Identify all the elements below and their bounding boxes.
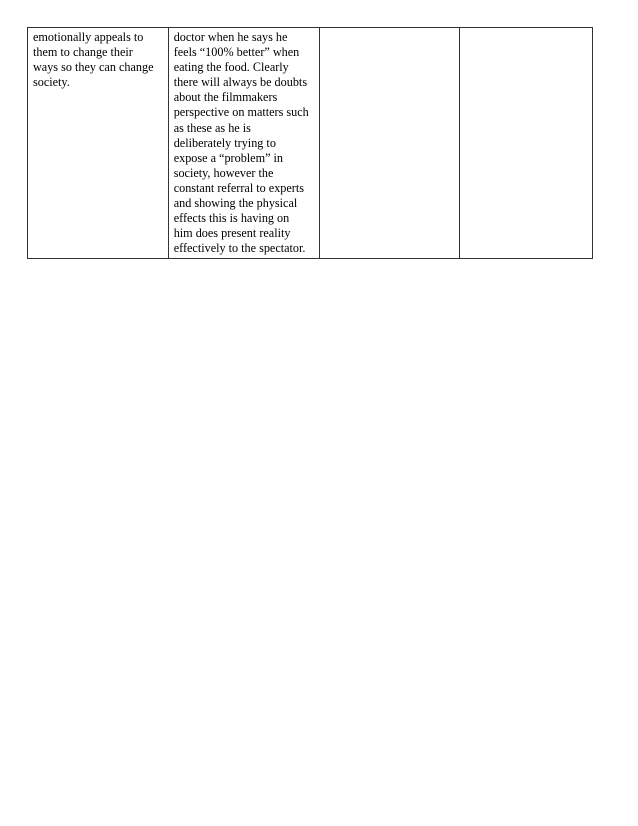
cell-2-text: doctor when he says he feels “100% better” when eating the food. Clearly there will always be doubts about the filmmakers perspective on matters such as these as he is deliberately trying to expose a “problem” in society, however the constant referral to experts and showing the physical effects this is having on him does present reality effectively to the spectator. (173, 30, 309, 256)
table-row (28, 28, 593, 259)
table-cell-1 (28, 28, 169, 259)
table-cell-2 (168, 28, 319, 259)
table-cell-3 (320, 28, 460, 259)
cell-1-text: emotionally appeals to them to change their ways so they can change society. (33, 30, 154, 90)
table-cell-4 (459, 28, 592, 259)
analysis-table (27, 27, 593, 259)
